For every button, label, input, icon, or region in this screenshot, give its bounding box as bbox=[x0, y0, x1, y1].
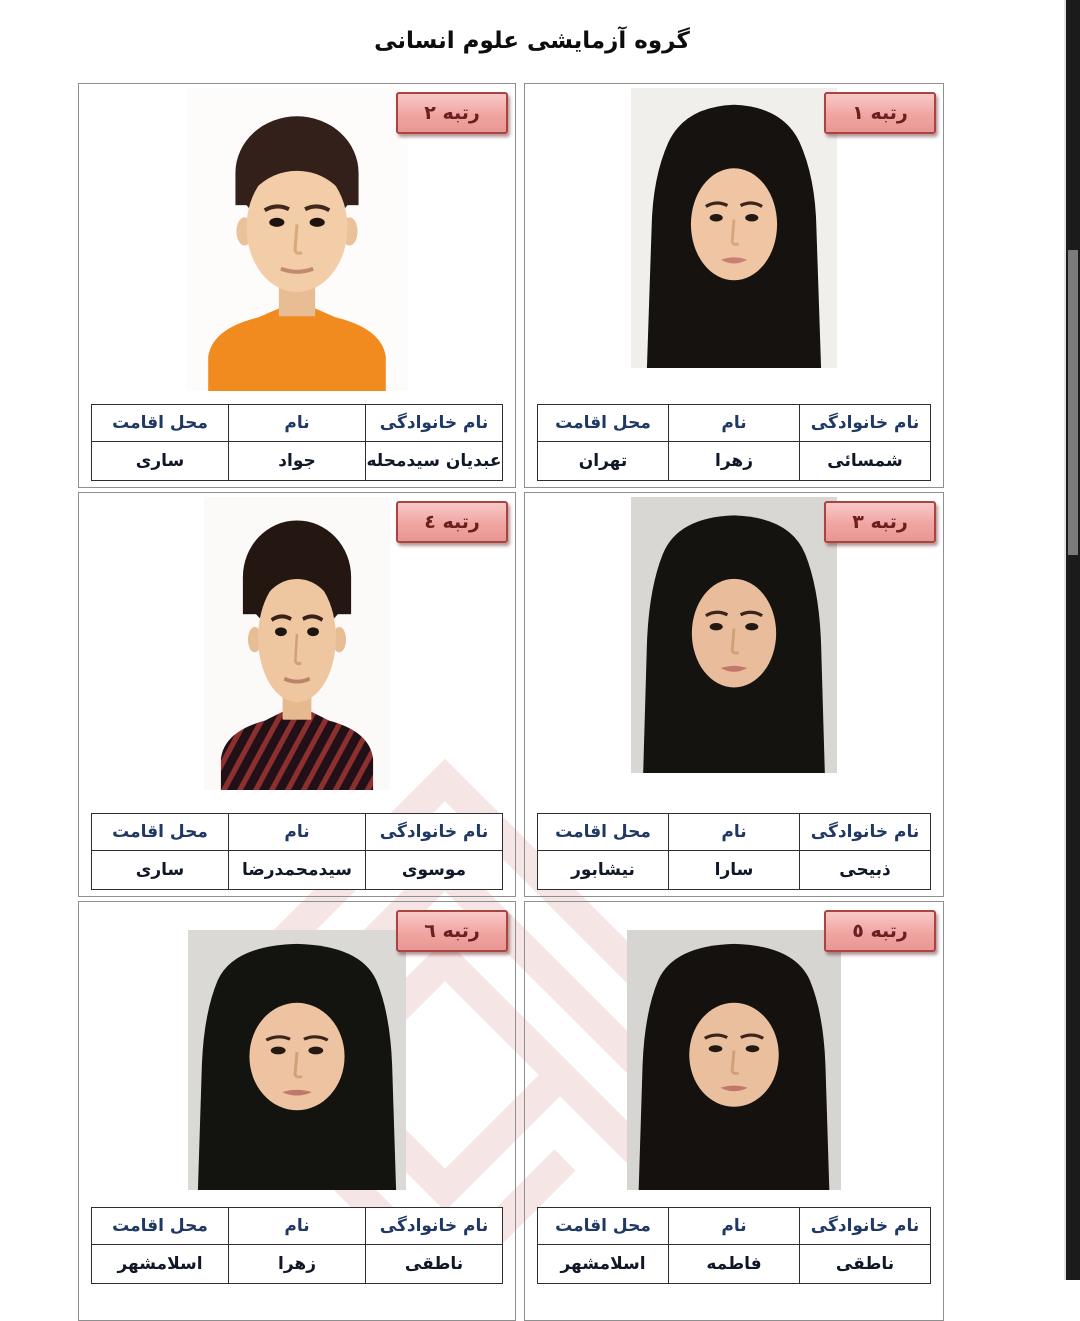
value-first-name: سارا bbox=[669, 851, 800, 890]
header-last-name: نام خانوادگی bbox=[800, 814, 931, 851]
value-last-name: عبدیان سیدمحله bbox=[366, 442, 503, 481]
student-info-table bbox=[537, 813, 931, 890]
value-first-name: جواد bbox=[229, 442, 366, 481]
student-card-rank-4 bbox=[78, 492, 516, 897]
value-first-name: زهرا bbox=[229, 1245, 366, 1284]
rank-badge: رتبه ۳ bbox=[824, 501, 936, 543]
header-first-name: نام bbox=[669, 405, 800, 442]
header-last-name: نام خانوادگی bbox=[800, 405, 931, 442]
student-card-rank-6 bbox=[78, 901, 516, 1321]
header-residence: محل اقامت bbox=[92, 814, 229, 851]
student-photo bbox=[631, 88, 837, 368]
cards-grid bbox=[78, 83, 944, 1321]
header-first-name: نام bbox=[669, 814, 800, 851]
student-photo bbox=[631, 497, 837, 773]
rank-badge: رتبه ۲ bbox=[396, 92, 508, 134]
student-info-table bbox=[91, 1207, 503, 1284]
value-first-name: زهرا bbox=[669, 442, 800, 481]
student-card-rank-1 bbox=[524, 83, 944, 488]
value-last-name: موسوی bbox=[366, 851, 503, 890]
header-residence: محل اقامت bbox=[92, 1208, 229, 1245]
student-info-table bbox=[537, 1207, 931, 1284]
value-residence: اسلامشهر bbox=[538, 1245, 669, 1284]
student-photo bbox=[627, 930, 841, 1190]
scrollbar-thumb[interactable] bbox=[1068, 250, 1078, 555]
student-card-rank-2 bbox=[78, 83, 516, 488]
student-card-rank-3 bbox=[524, 492, 944, 897]
value-last-name: ناطقی bbox=[366, 1245, 503, 1284]
header-residence: محل اقامت bbox=[538, 814, 669, 851]
rank-badge: رتبه ٤ bbox=[396, 501, 508, 543]
value-residence: ساری bbox=[92, 442, 229, 481]
value-last-name: ذبیحی bbox=[800, 851, 931, 890]
value-residence: ساری bbox=[92, 851, 229, 890]
rank-badge: رتبه ۱ bbox=[824, 92, 936, 134]
header-last-name: نام خانوادگی bbox=[366, 1208, 503, 1245]
student-photo bbox=[188, 930, 406, 1190]
header-first-name: نام bbox=[669, 1208, 800, 1245]
header-residence: محل اقامت bbox=[538, 1208, 669, 1245]
student-info-table bbox=[537, 404, 931, 481]
student-info-table bbox=[91, 813, 503, 890]
value-first-name: فاطمه bbox=[669, 1245, 800, 1284]
value-last-name: ناطقی bbox=[800, 1245, 931, 1284]
value-residence: نیشابور bbox=[538, 851, 669, 890]
header-last-name: نام خانوادگی bbox=[800, 1208, 931, 1245]
header-first-name: نام bbox=[229, 814, 366, 851]
value-first-name: سیدمحمدرضا bbox=[229, 851, 366, 890]
header-last-name: نام خانوادگی bbox=[366, 405, 503, 442]
scrollbar-track[interactable] bbox=[1064, 0, 1080, 1280]
value-residence: تهران bbox=[538, 442, 669, 481]
header-residence: محل اقامت bbox=[538, 405, 669, 442]
header-first-name: نام bbox=[229, 405, 366, 442]
header-first-name: نام bbox=[229, 1208, 366, 1245]
header-last-name: نام خانوادگی bbox=[366, 814, 503, 851]
student-card-rank-5 bbox=[524, 901, 944, 1321]
value-residence: اسلامشهر bbox=[92, 1245, 229, 1284]
student-info-table bbox=[91, 404, 503, 481]
header-residence: محل اقامت bbox=[92, 405, 229, 442]
rank-badge: رتبه ٥ bbox=[824, 910, 936, 952]
student-photo bbox=[204, 497, 390, 790]
page-title: گروه آزمایشی علوم انسانی bbox=[374, 28, 690, 54]
value-last-name: شمسائی bbox=[800, 442, 931, 481]
rank-badge: رتبه ٦ bbox=[396, 910, 508, 952]
student-photo bbox=[186, 88, 408, 391]
